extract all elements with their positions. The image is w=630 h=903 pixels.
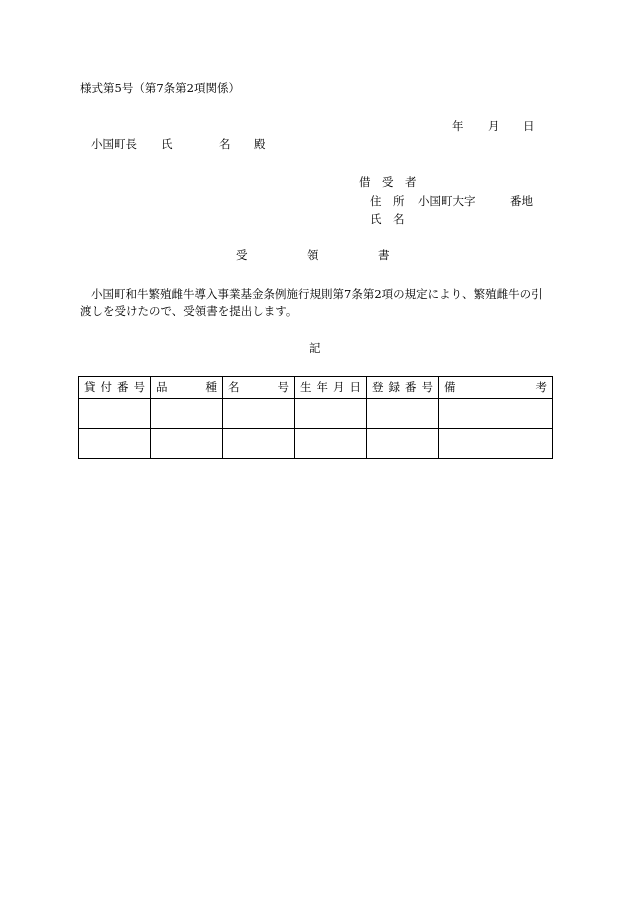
borrower-label: 借 受 者 (359, 175, 417, 189)
address-value: 小国町大字 (418, 194, 476, 208)
address-suffix: 番地 (510, 194, 533, 208)
title-char-3: 書 (378, 248, 390, 262)
date-day: 日 (523, 119, 535, 133)
table-cell[interactable] (295, 399, 367, 429)
body-line-2: 渡しを受けたので、受領書を提出します。 (80, 304, 298, 318)
header-remarks: 備 考 (439, 377, 553, 399)
table-cell[interactable] (79, 429, 151, 459)
header-loan-number: 貸 付 番 号 (79, 377, 151, 399)
table-cell[interactable] (367, 399, 439, 429)
table-cell[interactable] (223, 429, 295, 459)
date-year: 年 (452, 119, 464, 133)
title-char-1: 受 (236, 248, 248, 262)
form-id: 様式第5号（第7条第2項関係） (80, 81, 240, 95)
addressee-name-1: 氏 (161, 137, 173, 151)
header-registration-number: 登 録 番 号 (367, 377, 439, 399)
header-birth-date: 生 年 月 日 (295, 377, 367, 399)
title-char-2: 領 (307, 248, 319, 262)
table-cell[interactable] (295, 429, 367, 459)
body-line-1: 小国町和牛繁殖雌牛導入事業基金条例施行規則第7条第2項の規定により、繁殖雌牛の引 (91, 287, 543, 301)
address-label: 住 所 (370, 194, 405, 208)
table-cell[interactable] (439, 429, 553, 459)
record-table (78, 376, 553, 459)
table-row (79, 399, 553, 429)
table-cell[interactable] (439, 399, 553, 429)
table-row (79, 429, 553, 459)
table-cell[interactable] (223, 399, 295, 429)
header-name-number: 名 号 (223, 377, 295, 399)
addressee-mayor: 小国町長 (91, 137, 137, 151)
addressee-name-2: 名 (219, 137, 231, 151)
table-cell[interactable] (151, 429, 223, 459)
header-breed: 品 種 (151, 377, 223, 399)
table-cell[interactable] (79, 399, 151, 429)
addressee-honorific: 殿 (254, 137, 266, 151)
date-month: 月 (488, 119, 500, 133)
name-label: 氏 名 (370, 212, 405, 226)
ki-marker: 記 (309, 341, 321, 355)
table-header-row (79, 377, 553, 399)
table-cell[interactable] (367, 429, 439, 459)
table-cell[interactable] (151, 399, 223, 429)
